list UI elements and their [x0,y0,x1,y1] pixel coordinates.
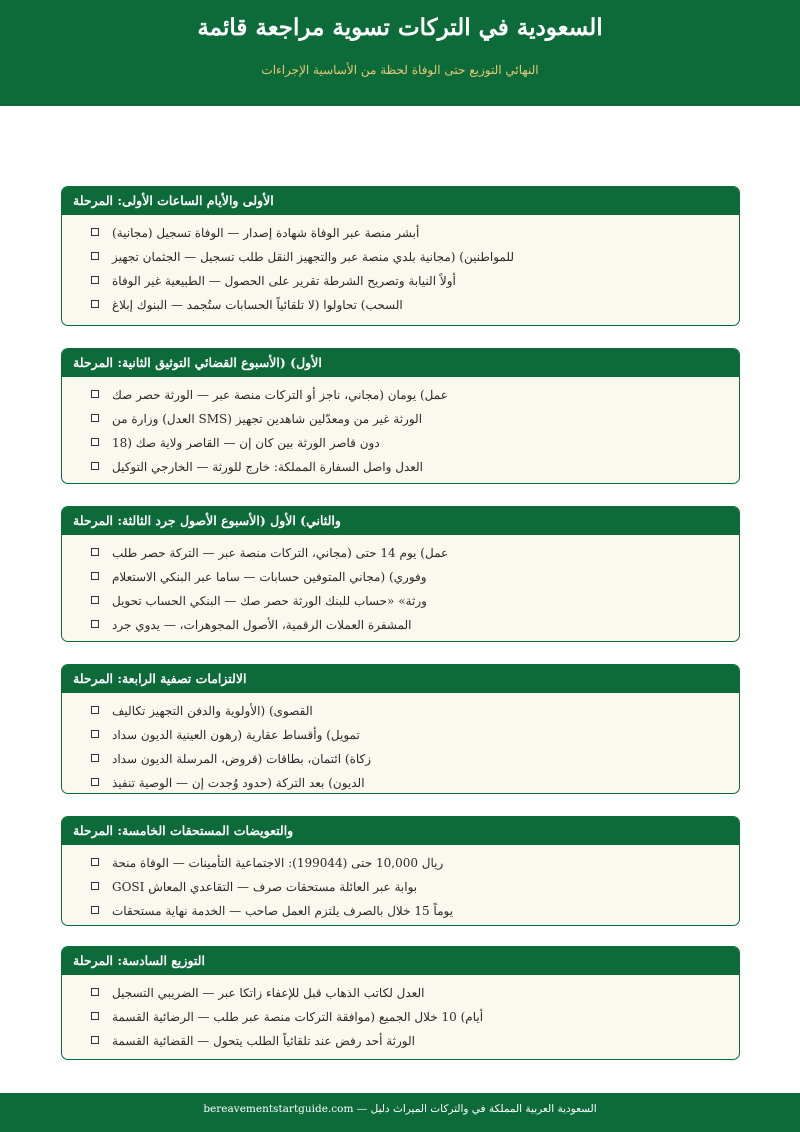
checkbox[interactable] [91,548,99,556]
checklist-item[interactable] [62,589,739,613]
section-card [61,816,740,926]
checklist-item-label: السحب) تحاولوا (لا تلقائياً الحسابات ستُجمد — البنوك إبلاغ [112,298,403,312]
checklist-item[interactable] [62,899,739,923]
section-header [62,187,739,215]
section-title: الالتزامات تصفية الرابعة: المرحلة [73,671,247,686]
section-title: والتعويضات المستحقات الخامسة: المرحلة [73,823,294,838]
checkbox[interactable] [91,276,99,284]
checklist-item[interactable] [62,981,739,1005]
checkbox[interactable] [91,390,99,398]
checkbox[interactable] [91,778,99,786]
checklist-item-label: عمل) يومان (مجاني، ناجز أو التركات منصة عبر — الورثة حصر صك [112,388,448,402]
checklist-item-label: العدل) وزارة من SMS) الورثة غير من ومعدّلين شاهدين تجهيز [112,412,423,426]
checklist-item[interactable] [62,613,739,637]
checkbox[interactable] [91,228,99,236]
checklist-item-label: أولاً النيابة وتصريح الشرطة تقرير على الحصول — الطبيعية غير الوفاة [112,274,456,288]
checkbox[interactable] [91,620,99,628]
checklist-item[interactable] [62,455,739,479]
checklist-item-label: زكاة) ائتمان، بطاقات (قروض، المرسلة الديون سداد [112,752,372,766]
checklist-item[interactable] [62,1005,739,1029]
section-title: الأول) (الأسبوع القضائي التوثيق الثانية: المرحلة [73,355,322,370]
checklist-item[interactable] [62,699,739,723]
checklist-item-label: القصوى) (الأولوية والدفن التجهيز تكاليف [112,704,313,718]
checklist-item[interactable] [62,383,739,407]
checkbox[interactable] [91,414,99,422]
checklist-item[interactable] [62,565,739,589]
checkbox[interactable] [91,252,99,260]
checkbox[interactable] [91,858,99,866]
checkbox[interactable] [91,572,99,580]
section-title: والثاني) الأول (الأسبوع الأصول جرد الثالثة: المرحلة [73,513,341,528]
section-card [61,506,740,642]
checklist-item-label: تمويل) وأقساط عقارية (رهون العينية الديون سداد [112,728,360,742]
checkbox[interactable] [91,906,99,914]
checklist-item-label: GOSI بوابة عبر العائلة مستحقات صرف — التقاعدي المعاش [112,880,418,894]
checklist-item[interactable] [62,771,739,794]
footer-text: السعودية العربية المملكة في والتركات الميراث دليل — bereavementstartguide.com [203,1103,597,1115]
checklist-item[interactable] [62,541,739,565]
page-footer [0,1093,800,1132]
checklist-item-label: الورثة أحد رفض عند تلقائياً الطلب يتحول — القضائية القسمة [112,1034,415,1048]
section-title: التوزيع السادسة: المرحلة [73,953,205,968]
checkbox[interactable] [91,1036,99,1044]
section-card [61,186,740,326]
checklist-item[interactable] [62,851,739,875]
checkbox[interactable] [91,882,99,890]
section-body [62,215,739,317]
section-body [62,845,739,923]
checklist-item[interactable] [62,269,739,293]
checklist-item[interactable] [62,723,739,747]
checkbox[interactable] [91,706,99,714]
page-header [0,0,800,106]
checkbox[interactable] [91,988,99,996]
section-body [62,693,739,794]
page-title: السعودية في التركات تسوية مراجعة قائمة [197,14,603,41]
section-header [62,947,739,975]
section-header [62,507,739,535]
checkbox[interactable] [91,596,99,604]
checklist-item-label: يوماً 15 خلال بالصرف يلتزم العمل صاحب — الخدمة نهاية مستحقات [112,904,454,918]
checklist-item-label: العدل لكاتب الذهاب قبل للإعفاء زاتكا عبر — الضريبي التسجيل [112,986,425,1000]
checkbox[interactable] [91,730,99,738]
checkbox[interactable] [91,1012,99,1020]
checklist-item-label: 18) دون قاصر الورثة بين كان إن — القاصر ولاية صك [112,436,380,450]
checklist-item-label: ورثة» «حساب للبنك الورثة حصر صك — البنكي الحساب تحويل [112,594,427,608]
section-header [62,349,739,377]
section-body [62,975,739,1053]
checklist-item[interactable] [62,245,739,269]
section-header [62,665,739,693]
section-title: الأولى والأيام الساعات الأولى: المرحلة [73,193,274,208]
section-card [61,946,740,1060]
checklist-item-label: المشفرة العملات الرقمية، الأصول المجوهرات، — يدوي جرد [112,618,412,632]
checklist-item-label: العدل واصل السفارة المملكة: خارج للورثة — الخارجي التوكيل [112,460,424,474]
checklist-item-label: أيام) 10 خلال الجميع (موافقة التركات منصة عبر طلب — الرضائية القسمة [112,1010,484,1024]
checkbox[interactable] [91,462,99,470]
checkbox[interactable] [91,438,99,446]
checklist-item[interactable] [62,1029,739,1053]
section-card [61,664,740,794]
checklist-item[interactable] [62,431,739,455]
checklist-item-label: للمواطنين) (مجانية بلدي منصة عبر والتجهيز النقل طلب تسجيل — الجثمان تجهيز [112,250,514,264]
page-subtitle: النهائي التوزيع حتى الوفاة لحظة من الأساسية الإجراءات [261,63,539,77]
checklist-item[interactable] [62,875,739,899]
checklist-item-label: ريال 10,000 حتى (199044): الاجتماعية التأمينات — الوفاة منحة [112,856,444,870]
checklist-item[interactable] [62,221,739,245]
section-body [62,535,739,637]
checklist-item[interactable] [62,747,739,771]
section-card [61,348,740,484]
checklist-item-label: وفوري) (مجاني المتوفين حسابات — ساما عبر البنكي الاستعلام [112,570,427,584]
checkbox[interactable] [91,300,99,308]
section-body [62,377,739,479]
checklist-item-label: الديون) بعد التركة (حدود وُجدت إن — الوصية تنفيذ [112,776,365,790]
checklist-item[interactable] [62,293,739,317]
section-header [62,817,739,845]
checklist-item[interactable] [62,407,739,431]
checklist-item-label: عمل) يوم 14 حتى (مجاني، التركات منصة عبر — التركة حصر طلب [112,546,449,560]
checklist-item-label: (مجانية) أبشر منصة عبر الوفاة شهادة إصدار — الوفاة تسجيل [112,226,420,240]
checkbox[interactable] [91,754,99,762]
